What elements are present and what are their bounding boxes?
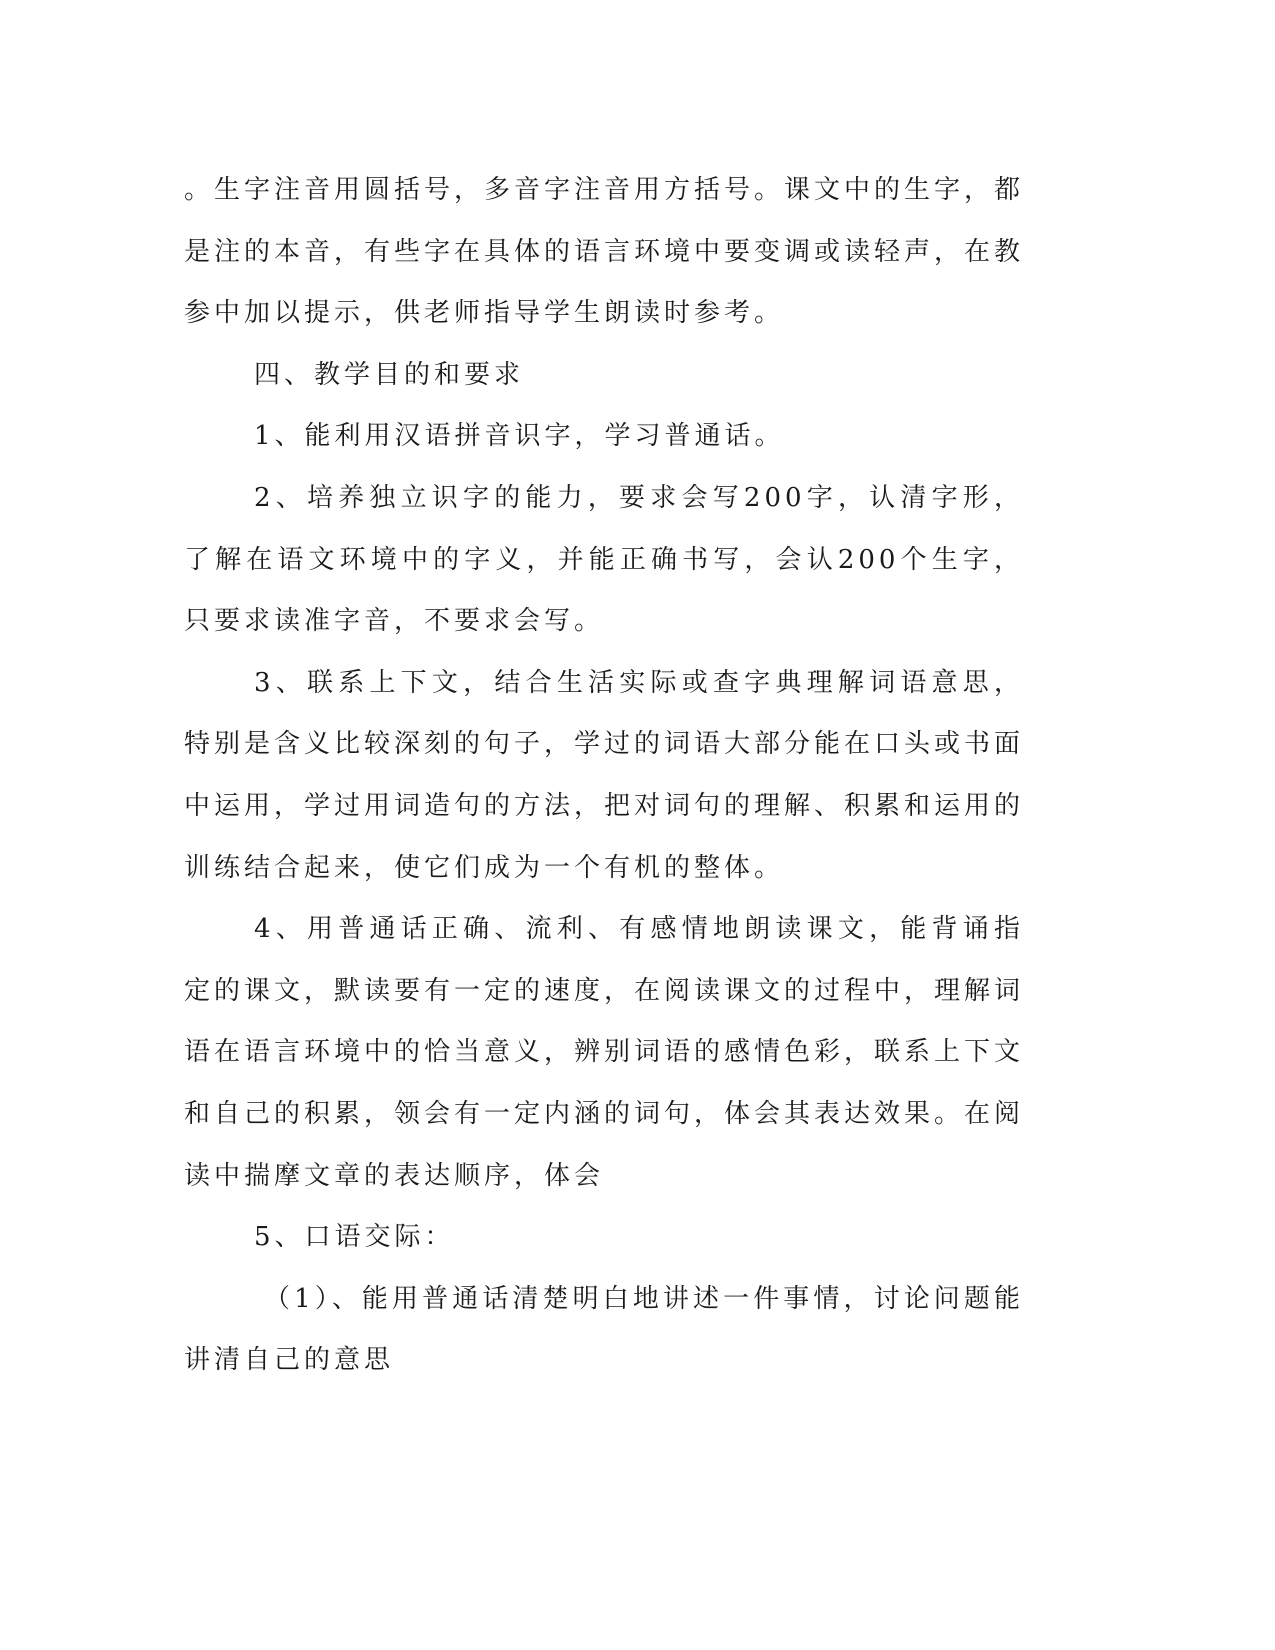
paragraph-continuation: 。生字注音用圆括号，多音字注音用方括号。课文中的生字，都是注的本音，有些字在具体的语言环境中要变调或读轻声，在教参中加以提示，供老师指导学生朗读时参考。 [184,175,1025,329]
paragraph-item-1: 1、能利用汉语拼音识字，学习普通话。 [254,421,785,452]
section-heading: 四、教学目的和要求 [254,359,525,390]
paragraph-item-5: 5、口语交际： [254,1222,455,1253]
document-body [184,160,1024,1392]
paragraph-item-2: 2、培养独立识字的能力，要求会写200字，认清字形，了解在语文环境中的字义，并能正确书写，会认200个生字，只要求读准字音，不要求会写。 [184,482,1024,637]
paragraph-subitem-1: （1）、能用普通话清楚明白地讲述一件事情，讨论问题能讲清自己的意思 [184,1283,1024,1376]
paragraph-item-3: 3、联系上下文，结合生活实际或查字典理解词语意思，特别是含义比较深刻的句子，学过的词语大部分能在口头或书面中运用，学过用词造句的方法，把对词句的理解、积累和运用的训练结合起来，使它们成为一个有机的整体。 [184,667,1025,883]
paragraph-item-4: 4、用普通话正确、流利、有感情地朗读课文，能背诵指定的课文，默读要有一定的速度，在阅读课文的过程中，理解词语在语言环境中的恰当意义，辨别词语的感情色彩，联系上下文和自己的积累，领会有一定内涵的词句，体会其表达效果。在阅读中揣摩文章的表达顺序，体会 [184,914,1025,1191]
